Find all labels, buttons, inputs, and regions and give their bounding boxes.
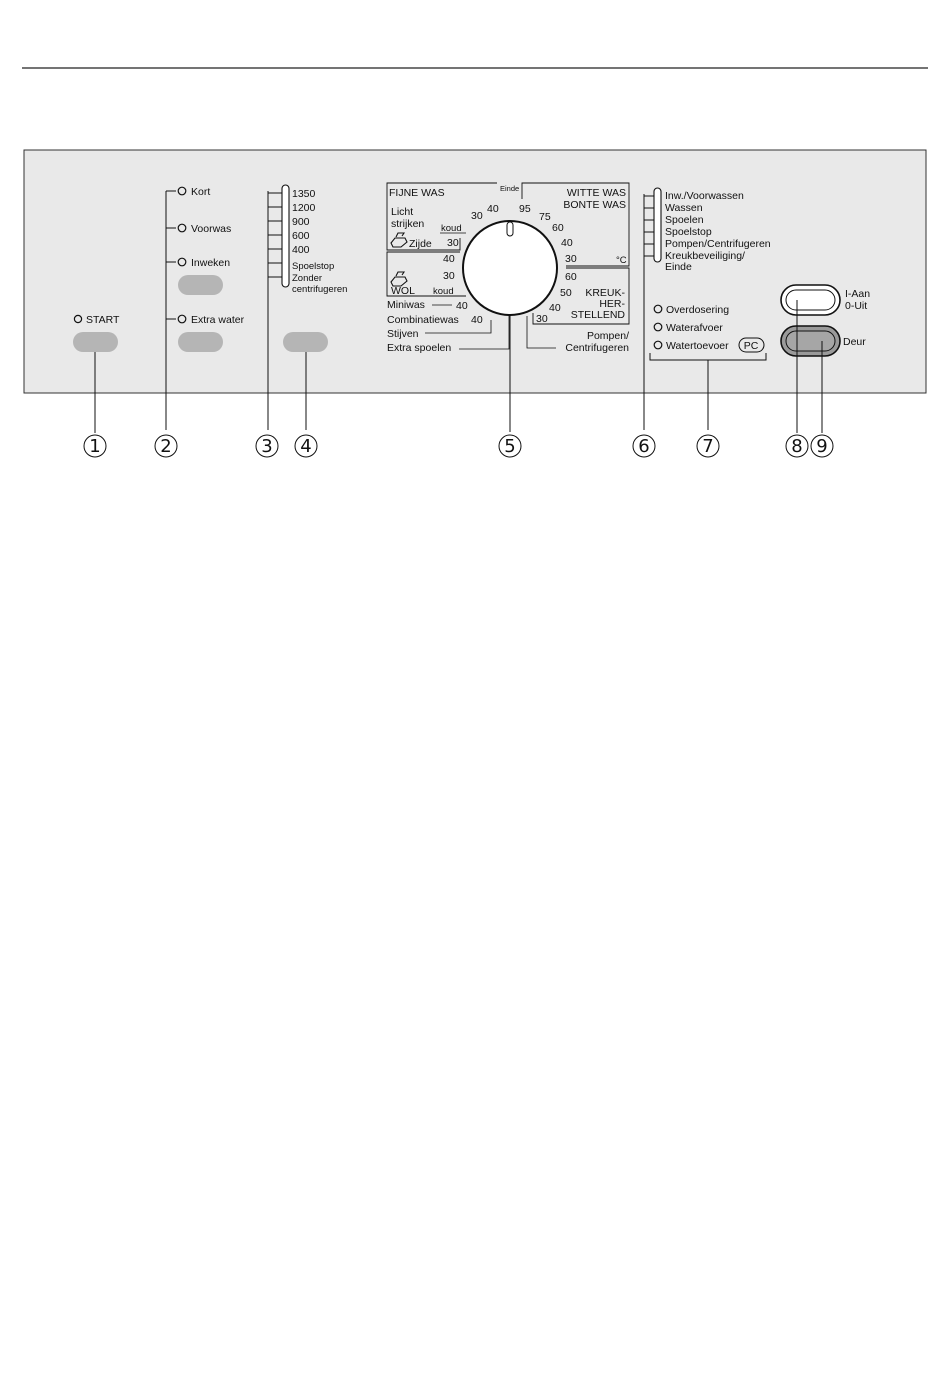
status-spoelstop: Spoelstop: [665, 226, 712, 238]
option-label-kort: Kort: [191, 186, 211, 198]
option-label-extra-water: Extra water: [191, 314, 245, 326]
label-kreuk-2: HER-: [599, 298, 625, 310]
warning-waterafvoer: Waterafvoer: [666, 322, 723, 334]
status-einde: Einde: [665, 261, 692, 273]
spin-600: 600: [292, 230, 310, 242]
callout-2: 2: [160, 436, 172, 457]
callout-6: 6: [638, 436, 650, 457]
callout-1: 1: [89, 436, 101, 457]
label-kreuk-1: KREUK-: [585, 287, 625, 299]
label-koud-1: koud: [441, 223, 462, 234]
option-button-2[interactable]: [178, 332, 223, 352]
label-witte-was: WITTE WAS: [566, 187, 626, 199]
label-wol: WOL: [391, 285, 415, 297]
status-wassen: Wassen: [665, 202, 703, 214]
temp-40-combinatiewas: 40: [471, 314, 483, 326]
temp-50-kreuk: 50: [560, 287, 572, 299]
temp-40-wol: 40: [443, 253, 455, 265]
option-button-1[interactable]: [178, 275, 223, 295]
label-kreuk-3: STELLEND: [570, 309, 625, 321]
temp-40-miniwas: 40: [456, 300, 468, 312]
temp-75: 75: [539, 211, 551, 223]
label-pompen: Pompen/: [586, 330, 629, 342]
callout-7: 7: [702, 436, 714, 457]
pc-label: PC: [743, 340, 759, 352]
status-spoelen: Spoelen: [665, 214, 704, 226]
door-label: Deur: [843, 336, 866, 348]
callout-3: 3: [261, 436, 273, 457]
power-label-on: I-Aan: [845, 288, 871, 300]
spin-1200: 1200: [292, 202, 316, 214]
label-celsius: °C: [616, 255, 627, 266]
label-miniwas: Miniwas: [387, 299, 425, 311]
temp-95: 95: [519, 203, 531, 215]
label-koud-2: koud: [433, 286, 454, 297]
temp-60-kreuk: 60: [565, 271, 577, 283]
label-licht: Licht: [391, 206, 414, 218]
spin-zonder: Zonder: [292, 273, 323, 284]
option-label-inweken: Inweken: [191, 257, 231, 269]
temp-30-kreuk: 30: [536, 313, 548, 325]
label-strijken: strijken: [391, 218, 425, 230]
label-centrifugeren: Centrifugeren: [565, 342, 629, 354]
temp-30-zijde: 30: [447, 237, 459, 249]
spin-900: 900: [292, 216, 310, 228]
label-extra-spoelen: Extra spoelen: [387, 342, 452, 354]
spin-spoelstop: Spoelstop: [292, 261, 335, 272]
callouts: [84, 435, 833, 457]
temp-30-wol: 30: [443, 270, 455, 282]
spin-400: 400: [292, 244, 310, 256]
temp-60-witte: 60: [552, 222, 564, 234]
label-stijven: Stijven: [387, 328, 419, 340]
power-button-inner: [786, 290, 835, 310]
temp-40-witte: 40: [561, 237, 573, 249]
warning-overdosering: Overdosering: [666, 304, 730, 316]
temp-40-fijne: 40: [487, 203, 499, 215]
door-button-inner: [786, 331, 835, 351]
label-zijde: Zijde: [409, 238, 432, 250]
spin-centrifugeren: centrifugeren: [292, 284, 348, 295]
temp-30-fijne: 30: [471, 210, 483, 222]
warning-watertoevoer: Watertoevoer: [666, 340, 729, 352]
callout-4: 4: [300, 436, 312, 457]
option-label-voorwas: Voorwas: [191, 223, 232, 235]
knob-pointer-icon: [507, 222, 513, 236]
temp-40-kreuk: 40: [549, 302, 561, 314]
spin-speed-button[interactable]: [283, 332, 328, 352]
callout-8: 8: [791, 436, 803, 457]
callout-9: 9: [816, 436, 828, 457]
label-combinatiewas: Combinatiewas: [387, 314, 459, 326]
power-label-off: 0-Uit: [845, 300, 868, 312]
status-indicator-bar: [654, 188, 661, 262]
spin-speed-indicator-bar: [282, 185, 289, 287]
status-inw-voorwassen: Inw./Voorwassen: [665, 190, 744, 202]
callout-5: 5: [504, 436, 516, 457]
start-label: START: [86, 314, 120, 326]
label-bonte-was: BONTE WAS: [563, 199, 626, 211]
start-button[interactable]: [73, 332, 118, 352]
status-kreukbeveiliging: Kreukbeveiliging/: [665, 250, 745, 262]
spin-1350: 1350: [292, 188, 316, 200]
temp-30-witte: 30: [565, 253, 577, 265]
label-fijne-was: FIJNE WAS: [389, 187, 445, 199]
label-einde: Einde: [500, 184, 520, 193]
status-pompen-centrifugeren: Pompen/Centrifugeren: [665, 238, 771, 250]
